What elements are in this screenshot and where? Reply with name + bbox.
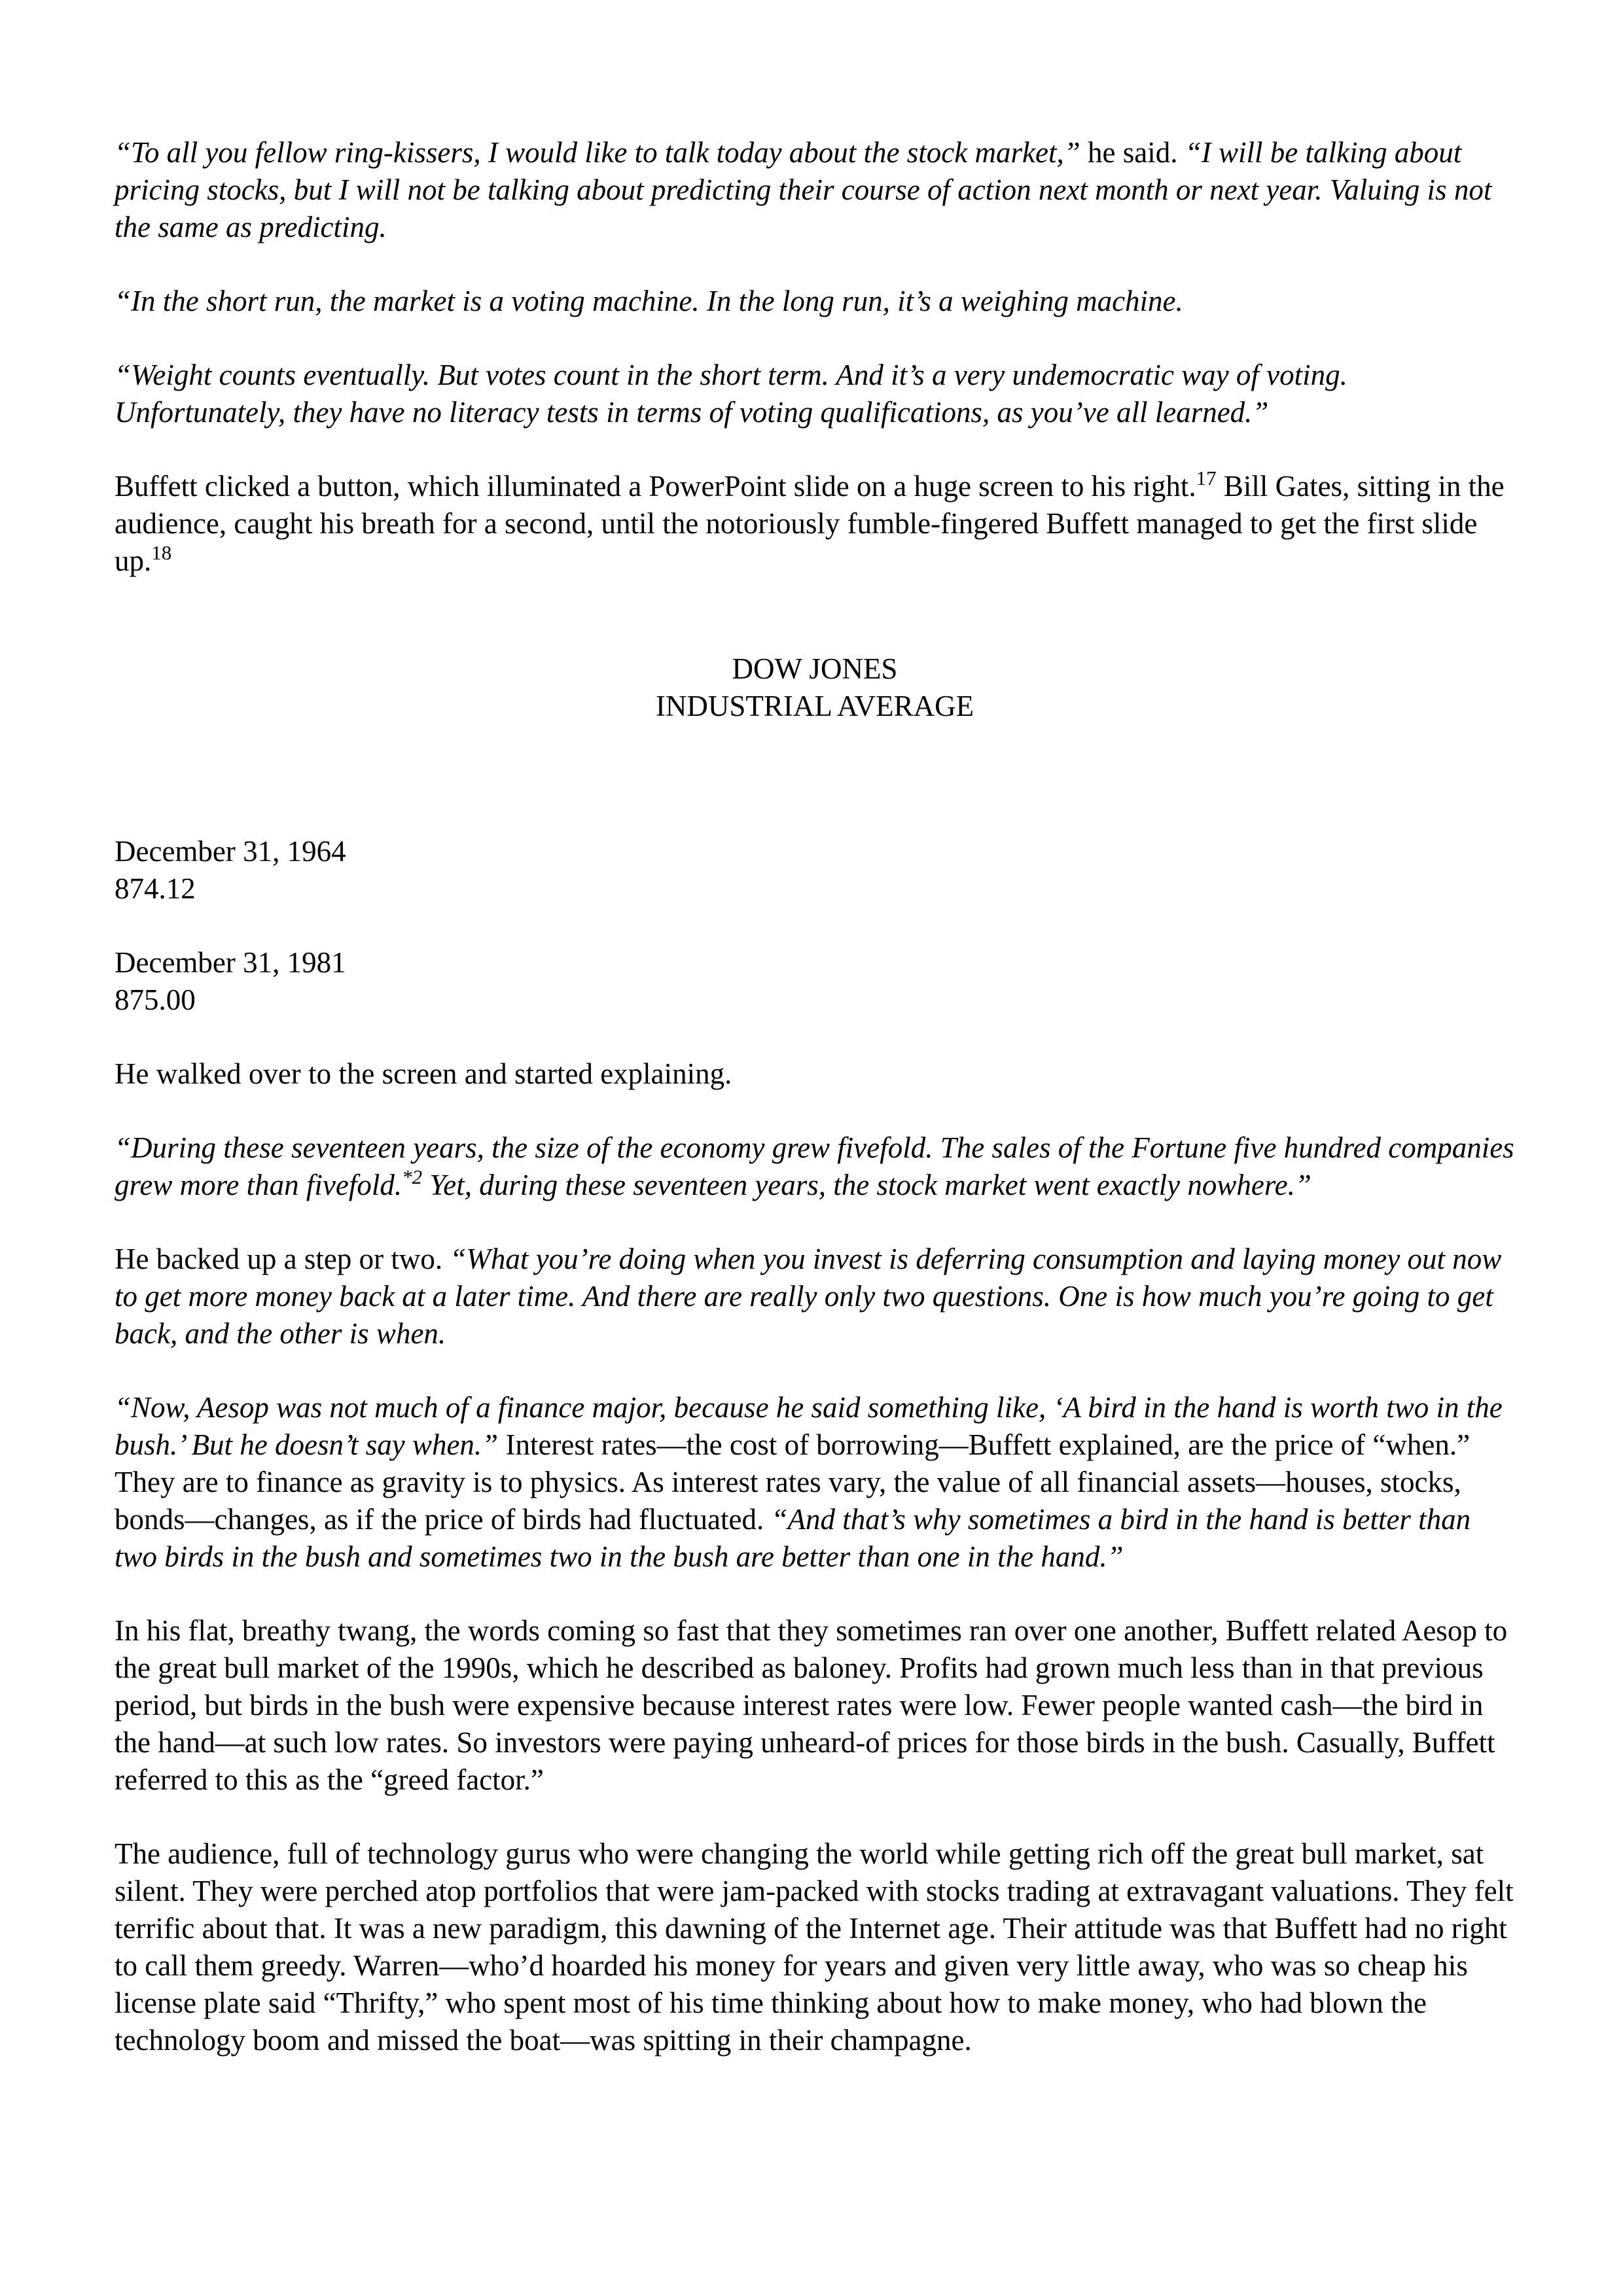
slide-title — [115, 650, 1515, 725]
quote-text: “During these seventeen years, the size of the economy grew fivefold. The sales of the Fortune five hundred companies grew more than fivefold. — [115, 1131, 1514, 1201]
dow-entry-value: 874.12 — [115, 872, 196, 905]
narration-text: he said. — [1080, 136, 1185, 169]
paragraph-flat-breathy-twang — [115, 1612, 1515, 1799]
footnote-ref-text: *2 — [402, 1165, 423, 1188]
paragraph-seventeen-years-quote — [115, 1129, 1515, 1204]
body-text: Interest rates—the cost of borrowing—Buffett explained, are the price of “when.” They are to finance as gravity is to physics. As interest rates vary, the value of all financial assets—houses, stocks, bonds—changes, as if the price of birds had fluctuated. — [115, 1428, 1471, 1536]
dow-entry-1964 — [115, 833, 1515, 908]
dow-entry-date: December 31, 1981 — [115, 946, 346, 979]
quote-text: “In the short run, the market is a voting machine. In the long run, it’s a weighing machine. — [115, 285, 1183, 317]
book-page — [115, 134, 1515, 2096]
body-text: The audience, full of technology gurus who were changing the world while getting rich off the great bull market, sat silent. They were perched atop portfolios that were jam-packed with stocks trading at extravagant valuations. They felt terrific about that. It was a new paradigm, this dawning of the Internet age. Their attitude was that Buffett had no right to call them greedy. Warren—who’d hoarded his money for years and given very little away, who was so cheap his license plate said “Thrifty,” who spent most of his time thinking about how to make money, who had blown the technology boom and missed the boat—was spitting in their champagne. — [115, 1837, 1514, 2057]
paragraph-audience-silent — [115, 1835, 1515, 2059]
quote-text: “What you’re doing when you invest is deferring consumption and laying money out now to get more money back at a later time. And there are really only two questions. One is how much you’re going to get back, and the other is when. — [115, 1243, 1502, 1350]
footnote-ref-18[interactable]: 18 — [151, 540, 172, 564]
footnote-ref-star-2[interactable] — [402, 1165, 422, 1188]
footnote-ref-17[interactable]: 17 — [1196, 466, 1217, 489]
quote-text: “And that’s why sometimes a bird in the hand is better than two birds in the bush and sometimes two in the bush are better than one in the hand.” — [115, 1503, 1471, 1573]
paragraph-weight-counts-quote — [115, 357, 1515, 431]
body-text: Bill Gates, sitting in the audience, caught his breath for a second, until the notoriously fumble-fingered Buffett managed to get the first slide up. — [115, 470, 1505, 577]
dow-entry-date: December 31, 1964 — [115, 835, 346, 868]
paragraph-backed-up — [115, 1241, 1515, 1352]
slide-title-line: INDUSTRIAL AVERAGE — [655, 690, 974, 722]
quote-text: “Now, Aesop was not much of a finance major, because he said something like, ‘A bird in the hand is worth two in the bush.’ But he doesn’t say when.” — [115, 1391, 1503, 1461]
body-text: Buffett clicked a button, which illuminated a PowerPoint slide on a huge screen to his right. — [115, 470, 1196, 503]
quote-text: Yet, during these seventeen years, the stock market went exactly nowhere.” — [422, 1169, 1311, 1201]
dow-entry-value: 875.00 — [115, 983, 196, 1016]
paragraph-voting-machine-quote — [115, 283, 1515, 320]
body-text: He walked over to the screen and started explaining. — [115, 1057, 732, 1090]
paragraph-aesop — [115, 1389, 1515, 1576]
slide-title-line: DOW JONES — [732, 652, 898, 685]
paragraph-buffett-clicked — [115, 468, 1515, 580]
body-text: He backed up a step or two. — [115, 1243, 450, 1275]
quote-text: “Weight counts eventually. But votes count in the short term. And it’s a very undemocratic way of voting. Unfortunately, they have no literacy tests in terms of voting qualifications, as you’ve all learned.” — [115, 359, 1347, 429]
quote-text: “I will be talking about pricing stocks, but I will not be talking about predicting their course of action next month or next year. Valuing is not the same as predicting. — [115, 136, 1492, 243]
dow-entry-1981 — [115, 944, 1515, 1019]
paragraph-ring-kissers-quote — [115, 134, 1515, 246]
body-text: In his flat, breathy twang, the words coming so fast that they sometimes ran over one another, Buffett related Aesop to the great bull market of the 1990s, which he described as baloney. Profits had grown much less than in that previous period, but birds in the bush were expensive because interest rates were low. Fewer people wanted cash—the bird in the hand—at such low rates. So investors were paying unheard-of prices for those birds in the bush. Casually, Buffett referred to this as the “greed factor.” — [115, 1614, 1508, 1796]
paragraph-walked-over — [115, 1055, 1515, 1093]
quote-text: “To all you fellow ring-kissers, I would like to talk today about the stock market,” — [115, 136, 1080, 169]
